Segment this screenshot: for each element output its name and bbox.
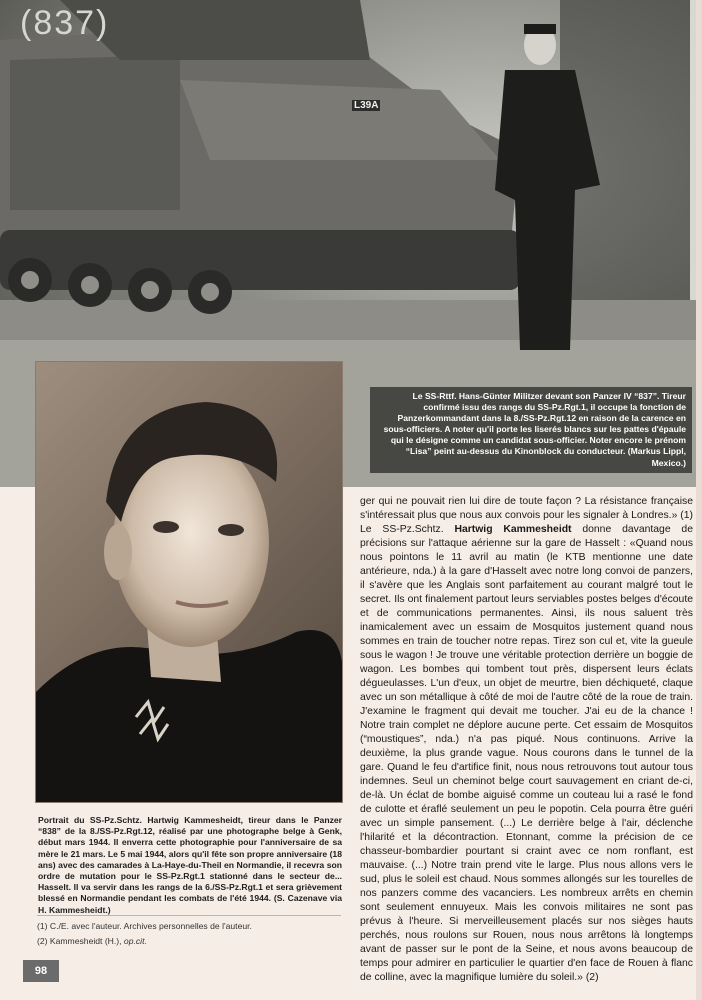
article-paragraph: ger qui ne pouvait rien lui dire de toute façon ? La résistance française s'intéressait plus que nous aux convois pour les signaler à Londres.» (1) Le SS-Pz.Schtz. Hartwig Kammesheidt donne davantage de précisions sur l'attaque aérienne sur la gare de Hasselt : «Quand nous nous pointons le 11 avril au matin (le KTB mentionne une date antérieure, nda.) à la gare d'Hasselt avec notre long convoi de panzers, il s'avère que les Anglais sont parfaitement au courant malgré tout le secret. Ils ont finalement partout leurs serviables postes belges d'écoute et de communications permanentes. Ainsi, ils nous saluent très inamicalement avec un essaim de Mosquitos justement quand nous sommes en train de toucher notre repas. Tirez son cul et, vite la gueule sous le wagon ! Je trouve une véritable protection derrière un boggie de wagon. Les bombes qui tombent tout près, dispersent leurs éclats dégueulasses. L'un d'eux, un objet de meurtre, bien déchiqueté, claque avec un son métallique à côté de moi de l'autre côté de la roue de train. J'examine le fragment qui devait me toucher. J'ai eu de la chance ! Notre train complet ne déplore aucune perte. Cet essaim de Mosquitos (“moustiques”, nda.) n'a pas piqué. Nous continuons. Arrive la deuxième, la plus grande vague. Nous courons dans le tunnel de la gare. Quand le feu d'artifice finit, nous nous retrouvons tout autour tous indemnes. Seul un cheminot belge court sauvagement en criant de-ci, de-là. Un éclat de bombe aiguisé comme un couteau lui a rasé le fond de culotte et éraflé seulement un peu le popotin. Cela pourra être guéri avec un simple pansement. (...) Le derrière belge à l'air, déclenche l'hilarité et la décontraction. Etonnant, comme la précision de ce chasseur-bombardier pourtant si craint avec ce nom ronflant, est mauvaise. (...) Notre train prend vite le large. Plus nous allons vers le sud, plus le soleil est chaud. Nous sommes allongés sur les tourelles de nos panzers comme des vacanciers. Les nombreux arrêts en chemin sont seulement ennuyeux. Mais les convois militaires ne sont pas prévus à l'heure. Si merveilleusement placés sur nos sièges hauts perchés, nous roulons sur Rouen, nous nous arrêtons là longtemps avant de passer sur le pont de la Seine, et nous avons beaucoup de temps pour admirer en particulier le quartier d'en face de Rouen à flanc de colline, avec la magnifique lumière du soleil.» (2) xyxy=(360,496,693,983)
article-body xyxy=(360,495,693,985)
top-photo-caption: Le SS-Rttf. Hans-Günter Militzer devant son Panzer IV “837”. Tireur confirmé issu des rangs du SS-Pz.Rgt.1, il occupe la fonction de Panzerkommandant dans la 8./SS-Pz.Rgt.12 en raison de la carence en sous-officiers. A noter qu'il porte les liserés blancs sur les pattes d'épaule qui le désigne comme un candidat sous-officier. Noter encore le prénom “Lisa” peint au-dessus du Kinonblock du conducteur. (Markus Lippl, Mexico.) xyxy=(370,387,692,473)
portrait-photo xyxy=(36,362,342,802)
plate-marking: L39A xyxy=(354,100,379,111)
page-edge xyxy=(696,0,702,1000)
portrait-illustration xyxy=(36,362,342,802)
turret-number-marking: (837) xyxy=(20,4,110,42)
footnote-1: (1) C./E. avec l'auteur. Archives personnelles de l'auteur. xyxy=(37,921,252,931)
person-name: Hartwig Kammesheidt xyxy=(454,524,572,535)
footnote-2-italic: op.cit. xyxy=(123,936,147,946)
footnote-2: (2) Kammesheidt (H.), op.cit. xyxy=(37,936,147,946)
footnotes xyxy=(37,915,341,949)
portrait-caption: Portrait du SS-Pz.Schtz. Hartwig Kammesheidt, tireur dans le Panzer “838” de la 8./SS-Pz.Rgt.12, réalisé par une photographe belge à Genk, début mars 1944. Il enverra cette photographie pour l'anniversaire de sa mère le 21 mars. Le 5 mai 1944, alors qu'il fête son propre anniversaire (18 ans) avec des camarades à La-Haye-du-Theil en Normandie, il recevra son ordre de mutation pour le SS-Pz.Rgt.1 stationné dans le secteur de... Hasselt. Il va servir dans les rangs de la 6./SS-Pz.Rgt.1 et sera grièvement blessé en Normandie pendant les combats de l'été 1944. (S. Cazenave via H. Kammesheidt.) xyxy=(38,815,342,915)
page-number: 98 xyxy=(23,960,59,982)
